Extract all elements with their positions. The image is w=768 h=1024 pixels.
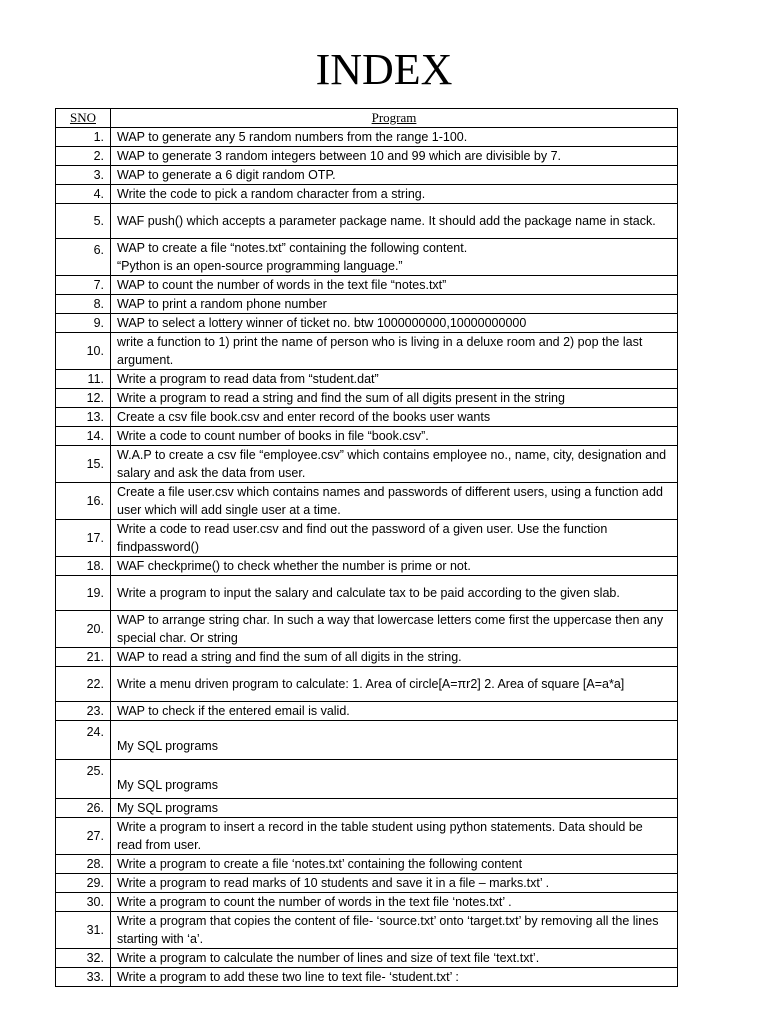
sno-cell: 12. — [56, 389, 111, 408]
sno-cell: 7. — [56, 276, 111, 295]
sno-cell: 17. — [56, 520, 111, 557]
program-cell: My SQL programs — [111, 760, 678, 799]
sno-cell: 16. — [56, 483, 111, 520]
sno-cell: 10. — [56, 333, 111, 370]
sno-cell: 1. — [56, 128, 111, 147]
program-cell: My SQL programs — [111, 721, 678, 760]
sno-cell: 21. — [56, 648, 111, 667]
table-row — [56, 166, 678, 185]
page-title: INDEX — [315, 45, 453, 94]
sno-cell: 4. — [56, 185, 111, 204]
table-row — [56, 389, 678, 408]
sno-cell: 5. — [56, 204, 111, 239]
program-cell: WAP to count the number of words in the text file “notes.txt” — [111, 276, 678, 295]
sno-cell: 32. — [56, 949, 111, 968]
sno-header: SNO — [56, 109, 111, 128]
table-row — [56, 520, 678, 557]
sno-cell: 30. — [56, 893, 111, 912]
sno-cell: 26. — [56, 799, 111, 818]
table-row — [56, 185, 678, 204]
table-row — [56, 949, 678, 968]
program-cell: WAP to select a lottery winner of ticket no. btw 1000000000,10000000000 — [111, 314, 678, 333]
table-row — [56, 912, 678, 949]
sno-cell: 20. — [56, 611, 111, 648]
sno-cell: 23. — [56, 702, 111, 721]
program-cell: Write a program to calculate the number of lines and size of text file ‘text.txt’. — [111, 949, 678, 968]
sno-cell: 15. — [56, 446, 111, 483]
program-cell: Create a file user.csv which contains names and passwords of different users, using a function add user which will add single user at a time. — [111, 483, 678, 520]
program-cell: WAP to arrange string char. In such a way that lowercase letters come first the uppercase then any special char. Or string — [111, 611, 678, 648]
program-cell: Write the code to pick a random character from a string. — [111, 185, 678, 204]
program-cell: WAP to generate a 6 digit random OTP. — [111, 166, 678, 185]
program-cell: Write a program to create a file ‘notes.txt’ containing the following content — [111, 855, 678, 874]
program-cell: Write a program to insert a record in the table student using python statements. Data should be read from user. — [111, 818, 678, 855]
sno-cell: 9. — [56, 314, 111, 333]
table-row — [56, 576, 678, 611]
table-row — [56, 721, 678, 760]
table-row — [56, 333, 678, 370]
table-row — [56, 483, 678, 520]
program-cell: WAP to read a string and find the sum of all digits in the string. — [111, 648, 678, 667]
program-cell: Create a csv file book.csv and enter record of the books user wants — [111, 408, 678, 427]
sno-cell: 6. — [56, 239, 111, 276]
table-row — [56, 295, 678, 314]
table-row — [56, 611, 678, 648]
table-row — [56, 204, 678, 239]
table-row — [56, 818, 678, 855]
table-row — [56, 370, 678, 389]
sno-cell: 14. — [56, 427, 111, 446]
program-cell: Write a program that copies the content of file- ‘source.txt’ onto ‘target.txt’ by removing all the lines starting with ‘a’. — [111, 912, 678, 949]
table-row — [56, 667, 678, 702]
sno-cell: 29. — [56, 874, 111, 893]
table-row — [56, 557, 678, 576]
sno-cell: 3. — [56, 166, 111, 185]
sno-cell: 27. — [56, 818, 111, 855]
program-cell: WAP to print a random phone number — [111, 295, 678, 314]
table-row — [56, 893, 678, 912]
table-row — [56, 648, 678, 667]
table-row — [56, 147, 678, 166]
table-row — [56, 314, 678, 333]
sno-cell: 22. — [56, 667, 111, 702]
program-cell: WAP to generate any 5 random numbers from the range 1-100. — [111, 128, 678, 147]
table-row — [56, 968, 678, 987]
sno-cell: 2. — [56, 147, 111, 166]
sno-cell: 19. — [56, 576, 111, 611]
table-row — [56, 702, 678, 721]
sno-cell: 11. — [56, 370, 111, 389]
sno-cell: 8. — [56, 295, 111, 314]
program-cell: Write a program to read a string and find the sum of all digits present in the string — [111, 389, 678, 408]
table-row — [56, 446, 678, 483]
program-cell: write a function to 1) print the name of person who is living in a deluxe room and 2) pop the last argument. — [111, 333, 678, 370]
program-cell: Write a menu driven program to calculate: 1. Area of circle[A=πr2] 2. Area of square [A=a*a] — [111, 667, 678, 702]
index-table — [55, 108, 678, 987]
table-row — [56, 276, 678, 295]
table-row — [56, 239, 678, 276]
program-cell: Write a program to read marks of 10 students and save it in a file – marks.txt’ . — [111, 874, 678, 893]
program-cell: W.A.P to create a csv file “employee.csv” which contains employee no., name, city, designation and salary and ask the data from user. — [111, 446, 678, 483]
program-cell: Write a code to count number of books in file “book.csv”. — [111, 427, 678, 446]
program-cell: Write a program to read data from “student.dat” — [111, 370, 678, 389]
table-row — [56, 760, 678, 799]
program-cell: WAP to create a file “notes.txt” containing the following content. “Python is an open-source programming language.” — [111, 239, 678, 276]
table-row — [56, 855, 678, 874]
header-row — [56, 109, 678, 128]
sno-cell: 33. — [56, 968, 111, 987]
program-cell: My SQL programs — [111, 799, 678, 818]
sno-cell: 28. — [56, 855, 111, 874]
sno-cell: 25. — [56, 760, 111, 799]
program-cell: Write a program to input the salary and calculate tax to be paid according to the given slab. — [111, 576, 678, 611]
table-row — [56, 408, 678, 427]
program-cell: WAF push() which accepts a parameter package name. It should add the package name in stack. — [111, 204, 678, 239]
program-cell: Write a code to read user.csv and find out the password of a given user. Use the function findpassword() — [111, 520, 678, 557]
sno-cell: 13. — [56, 408, 111, 427]
table-row — [56, 128, 678, 147]
program-cell: Write a program to count the number of words in the text file ‘notes.txt’ . — [111, 893, 678, 912]
index-body — [56, 128, 678, 987]
sno-cell: 31. — [56, 912, 111, 949]
program-header: Program — [111, 109, 678, 128]
program-cell: WAF checkprime() to check whether the number is prime or not. — [111, 557, 678, 576]
program-cell: WAP to generate 3 random integers between 10 and 99 which are divisible by 7. — [111, 147, 678, 166]
table-row — [56, 799, 678, 818]
sno-cell: 24. — [56, 721, 111, 760]
sno-cell: 18. — [56, 557, 111, 576]
table-row — [56, 874, 678, 893]
program-cell: WAP to check if the entered email is valid. — [111, 702, 678, 721]
program-cell: Write a program to add these two line to text file- ‘student.txt’ : — [111, 968, 678, 987]
table-row — [56, 427, 678, 446]
